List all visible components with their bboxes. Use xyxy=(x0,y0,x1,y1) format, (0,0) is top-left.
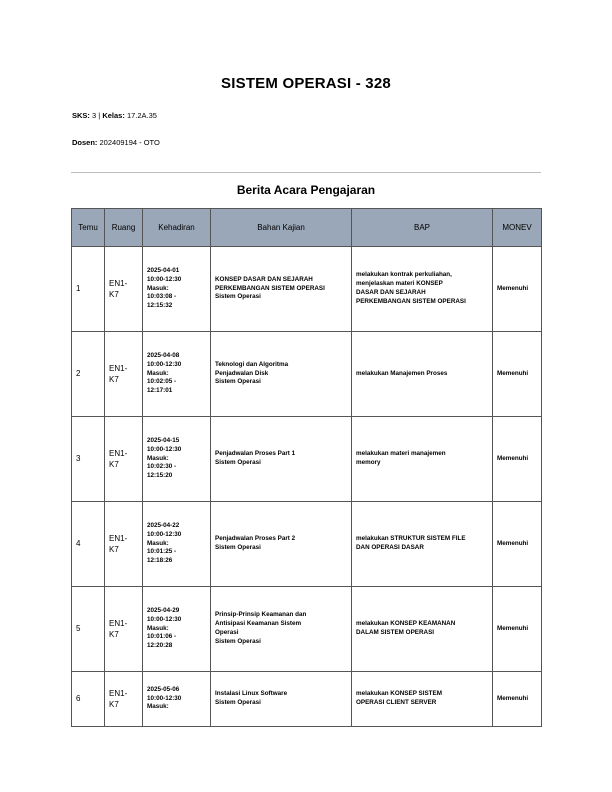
cell-bap-line: memory xyxy=(356,459,381,466)
cell-bahan-kajian-line: PERKEMBANGAN SISTEM OPERASI xyxy=(215,284,325,292)
cell-kehadiran-line: 10:03:08 - xyxy=(147,293,177,301)
cell-monev: Memenuhi xyxy=(493,502,542,587)
cell-bap-line: melakukan KONSEP KEAMANAN xyxy=(356,620,456,628)
cell-kehadiran-line: 2025-04-29 xyxy=(147,606,180,614)
cell-bahan-kajian-line: Penjadwalan Proses Part 1 xyxy=(215,450,296,458)
cell-bap-line: melakukan STRUKTUR SISTEM FILE xyxy=(356,535,466,543)
cell-bap-line: melakukan KONSEP SISTEM xyxy=(356,690,442,698)
cell-kehadiran-line: Masuk: xyxy=(147,624,169,632)
cell-monev: Memenuhi xyxy=(493,247,542,332)
cell-bap-line: melakukan materi manajemen xyxy=(356,450,446,458)
cell-bahan-kajian-line: Sistem Operasi xyxy=(215,637,261,645)
cell-bahan-kajian xyxy=(211,247,352,332)
cell-kehadiran-line: Masuk: xyxy=(147,703,169,711)
cell-bahan-kajian-line: Teknologi dan Algoritma xyxy=(215,360,289,368)
cell-bap xyxy=(352,587,493,672)
cell-kehadiran-line: 12:17:01 xyxy=(147,387,173,395)
cell-ruang-line: EN1- xyxy=(109,618,128,628)
table-row xyxy=(72,332,542,417)
cell-kehadiran-line: 2025-05-06 xyxy=(147,685,180,693)
sks-value: 3 xyxy=(92,111,97,120)
cell-ruang-line: EN1- xyxy=(109,688,128,698)
cell-bahan-kajian xyxy=(211,502,352,587)
cell-kehadiran xyxy=(143,502,211,587)
cell-bap-line: DASAR DAN SEJARAH xyxy=(356,289,426,296)
cell-ruang-line: EN1- xyxy=(109,448,128,458)
cell-bap-line: DALAM SISTEM OPERASI xyxy=(356,629,435,636)
dosen-label: Dosen: xyxy=(72,138,98,147)
cell-kehadiran-line: 2025-04-08 xyxy=(147,351,180,359)
table-row xyxy=(72,587,542,672)
section-title: Berita Acara Pengajaran xyxy=(236,183,376,197)
cell-kehadiran xyxy=(143,247,211,332)
cell-bap-line: PERKEMBANGAN SISTEM OPERASI xyxy=(356,297,466,305)
cell-temu: 3 xyxy=(72,417,105,502)
cell-kehadiran-line: Masuk: xyxy=(147,284,169,292)
cell-kehadiran-line: 12:18:26 xyxy=(147,557,173,565)
cell-kehadiran-line: 10:02:05 - xyxy=(147,378,177,386)
course-meta xyxy=(72,111,157,120)
kelas-value: 17.2A.35 xyxy=(126,111,157,120)
cell-ruang-line: K7 xyxy=(109,700,119,709)
cell-bahan-kajian xyxy=(211,672,352,727)
header-kehadiran: Kehadiran xyxy=(143,209,211,247)
cell-kehadiran-line: 10:00-12:30 xyxy=(147,615,182,623)
cell-bahan-kajian-line: Operasi xyxy=(215,629,239,636)
cell-monev: Memenuhi xyxy=(493,417,542,502)
cell-bahan-kajian-line: Sistem Operasi xyxy=(215,378,261,386)
cell-bap xyxy=(352,417,493,502)
cell-ruang xyxy=(105,587,143,672)
cell-ruang-line: K7 xyxy=(109,290,119,299)
header-ruang: Ruang xyxy=(105,209,143,247)
header-bap: BAP xyxy=(352,209,493,247)
header-monev: MONEV xyxy=(493,209,542,247)
cell-bahan-kajian-line: Sistem Operasi xyxy=(215,293,261,301)
cell-kehadiran-line: 2025-04-15 xyxy=(147,436,180,444)
cell-bahan-kajian-line: Sistem Operasi xyxy=(215,699,261,706)
table-row xyxy=(72,417,542,502)
cell-kehadiran-line: 10:00-12:30 xyxy=(147,275,182,283)
cell-ruang-line: K7 xyxy=(109,460,119,469)
cell-kehadiran-line: 10:00-12:30 xyxy=(147,445,182,453)
cell-kehadiran xyxy=(143,587,211,672)
cell-ruang xyxy=(105,502,143,587)
table-row xyxy=(72,247,542,332)
cell-ruang xyxy=(105,672,143,727)
cell-kehadiran-line: 12:15:20 xyxy=(147,472,173,480)
dosen-value: 202409194 - OTO xyxy=(99,138,160,147)
divider xyxy=(71,172,541,173)
cell-kehadiran-line: 2025-04-22 xyxy=(147,521,180,529)
cell-bap-line: DAN OPERASI DASAR xyxy=(356,544,424,551)
cell-bap-line: melakukan Manajemen Proses xyxy=(356,369,448,377)
cell-bahan-kajian-line: Instalasi Linux Software xyxy=(215,690,288,698)
cell-bahan-kajian-line: Penjadwalan Disk xyxy=(215,369,269,377)
cell-kehadiran-line: 2025-04-01 xyxy=(147,266,180,274)
cell-ruang-line: K7 xyxy=(109,545,119,554)
cell-kehadiran-line: Masuk: xyxy=(147,539,169,547)
cell-bahan-kajian-line: Prinsip-Prinsip Keamanan dan xyxy=(215,611,307,619)
sks-label: SKS: xyxy=(72,111,90,120)
cell-kehadiran xyxy=(143,417,211,502)
cell-kehadiran-line: 10:01:06 - xyxy=(147,633,177,641)
cell-bahan-kajian xyxy=(211,417,352,502)
cell-kehadiran-line: Masuk: xyxy=(147,369,169,377)
cell-ruang-line: EN1- xyxy=(109,533,128,543)
kelas-label: Kelas: xyxy=(102,111,125,120)
cell-ruang-line: EN1- xyxy=(109,363,128,373)
cell-kehadiran-line: 10:00-12:30 xyxy=(147,360,182,368)
cell-ruang-line: K7 xyxy=(109,630,119,639)
cell-bap-line: melakukan kontrak perkuliahan, xyxy=(356,271,452,279)
cell-kehadiran-line: 12:20:28 xyxy=(147,642,173,650)
cell-temu: 5 xyxy=(72,587,105,672)
cell-bahan-kajian-line: Sistem Operasi xyxy=(215,459,261,466)
meta-separator: | xyxy=(98,111,101,120)
bap-table xyxy=(71,208,542,727)
cell-bap-line: OPERASI CLIENT SERVER xyxy=(356,699,437,706)
cell-bap-line: menjelaskan materi KONSEP xyxy=(356,280,443,288)
cell-kehadiran xyxy=(143,672,211,727)
cell-bahan-kajian xyxy=(211,332,352,417)
table-row xyxy=(72,502,542,587)
cell-kehadiran-line: 12:15:32 xyxy=(147,302,173,310)
cell-ruang xyxy=(105,332,143,417)
cell-bahan-kajian xyxy=(211,587,352,672)
cell-monev: Memenuhi xyxy=(493,672,542,727)
cell-bap xyxy=(352,332,493,417)
cell-kehadiran-line: 10:01:25 - xyxy=(147,548,177,556)
cell-temu: 6 xyxy=(72,672,105,727)
cell-ruang-line: EN1- xyxy=(109,278,128,288)
cell-monev: Memenuhi xyxy=(493,587,542,672)
lecturer-meta xyxy=(72,138,160,147)
header-bahan-kajian: Bahan Kajian xyxy=(211,209,352,247)
table-header-row xyxy=(72,209,542,247)
cell-ruang xyxy=(105,247,143,332)
cell-bahan-kajian-line: Sistem Operasi xyxy=(215,544,261,551)
cell-bahan-kajian-line: Antisipasi Keamanan Sistem xyxy=(215,620,302,628)
cell-temu: 2 xyxy=(72,332,105,417)
cell-bap xyxy=(352,247,493,332)
cell-kehadiran xyxy=(143,332,211,417)
header-temu: Temu xyxy=(72,209,105,247)
cell-bahan-kajian-line: Penjadwalan Proses Part 2 xyxy=(215,535,296,543)
cell-kehadiran-line: 10:02:30 - xyxy=(147,463,177,471)
cell-bap xyxy=(352,672,493,727)
cell-temu: 1 xyxy=(72,247,105,332)
course-title: SISTEM OPERASI - 328 xyxy=(221,75,391,92)
table-row xyxy=(72,672,542,727)
cell-ruang xyxy=(105,417,143,502)
cell-bap xyxy=(352,502,493,587)
cell-kehadiran-line: Masuk: xyxy=(147,454,169,462)
cell-kehadiran-line: 10:00-12:30 xyxy=(147,530,182,538)
cell-ruang-line: K7 xyxy=(109,375,119,384)
cell-bahan-kajian-line: KONSEP DASAR DAN SEJARAH xyxy=(215,275,313,283)
cell-monev: Memenuhi xyxy=(493,332,542,417)
cell-kehadiran-line: 10:00-12:30 xyxy=(147,694,182,702)
cell-temu: 4 xyxy=(72,502,105,587)
